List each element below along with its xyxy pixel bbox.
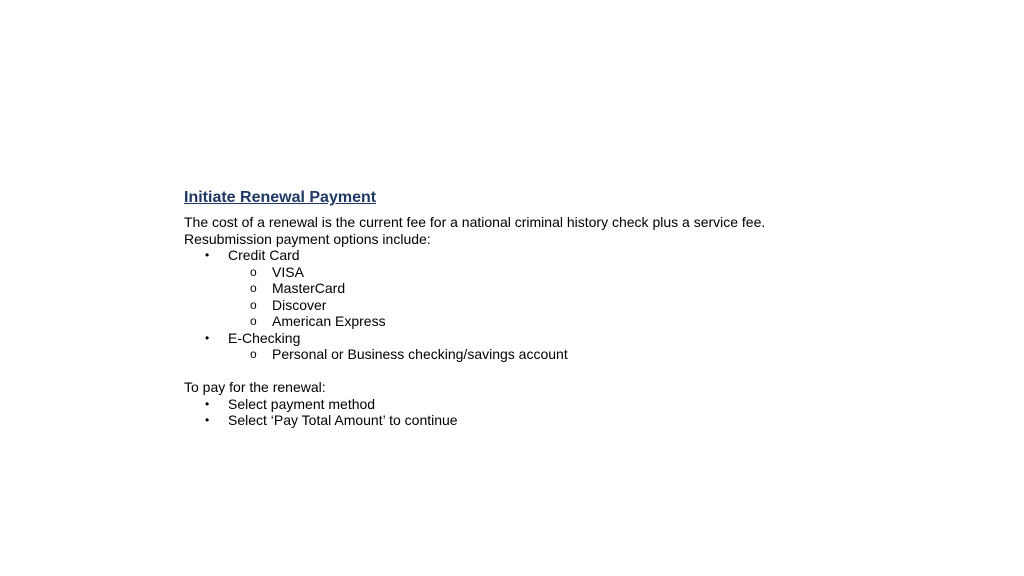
list-item bbox=[228, 297, 944, 314]
sub-bullet-icon: o bbox=[250, 297, 257, 312]
echeck-account-type: Personal or Business checking/savings account bbox=[272, 346, 568, 362]
intro-line-cost: The cost of a renewal is the current fee for a national criminal history check plus a service fee. bbox=[184, 214, 766, 230]
document-page bbox=[184, 188, 944, 429]
sub-bullet-icon: o bbox=[250, 314, 257, 328]
pay-step-pay-total: Select ‘Pay Total Amount’ to continue bbox=[228, 412, 458, 428]
pay-step-select-method: Select payment method bbox=[228, 395, 376, 412]
payment-option-label: Credit Card bbox=[228, 247, 300, 263]
sub-bullet-icon: o bbox=[250, 264, 257, 279]
echecking-types-list bbox=[228, 346, 944, 363]
bullet-icon: • bbox=[205, 330, 210, 345]
credit-card-types-list bbox=[228, 264, 944, 330]
pay-intro: To pay for the renewal: bbox=[184, 379, 326, 395]
card-type-mastercard: MasterCard bbox=[272, 280, 346, 296]
payment-option-label: E-Checking bbox=[228, 329, 301, 346]
sub-bullet-icon: o bbox=[250, 281, 257, 295]
list-item bbox=[228, 346, 944, 363]
sub-bullet-icon: o bbox=[250, 347, 257, 361]
bullet-icon: • bbox=[205, 413, 210, 427]
pay-step bbox=[184, 396, 944, 413]
pay-step bbox=[184, 412, 944, 429]
section-heading: Initiate Renewal Payment bbox=[184, 189, 377, 206]
paragraph-spacer bbox=[184, 363, 944, 380]
pay-steps-list bbox=[184, 396, 944, 429]
bullet-icon: • bbox=[205, 396, 210, 411]
payment-option-credit-card bbox=[184, 247, 944, 330]
bullet-icon: • bbox=[205, 248, 210, 262]
card-type-visa: VISA bbox=[272, 263, 304, 280]
list-item bbox=[228, 264, 944, 281]
intro-line-options: Resubmission payment options include: bbox=[184, 230, 431, 247]
card-type-amex: American Express bbox=[272, 313, 386, 329]
list-item bbox=[228, 280, 944, 297]
payment-options-list bbox=[184, 247, 944, 363]
card-type-discover: Discover bbox=[272, 296, 327, 313]
payment-option-echecking bbox=[184, 330, 944, 363]
list-item bbox=[228, 313, 944, 330]
